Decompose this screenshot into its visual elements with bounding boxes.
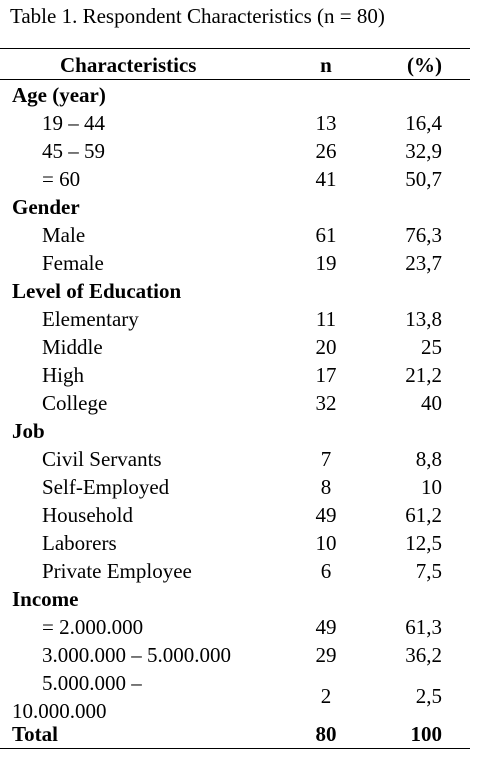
header-characteristics: Characteristics [60,53,197,77]
row-label: Male [42,223,86,247]
row-n: 8 [320,475,332,499]
row-n: 49 [315,615,337,639]
table-group-row [0,585,470,613]
total-label: Total [12,722,58,746]
row-percent: 76,3 [405,223,442,247]
table-group-row [0,417,470,445]
table-row [0,361,470,389]
row-percent: 7,5 [415,559,442,583]
row-label: College [42,391,108,415]
row-percent: 8,8 [415,447,442,471]
row-label: Civil Servants [42,447,162,471]
table-group-row [0,193,470,221]
row-n: 19 [315,251,337,275]
row-n: 49 [315,503,337,527]
row-percent: 16,4 [405,111,442,135]
row-percent: 40 [421,391,442,415]
table-row [0,529,470,557]
header-percent: (%) [407,53,442,77]
row-label: Middle [42,335,103,359]
row-n: 13 [315,111,337,135]
group-label: Income [12,587,79,611]
row-percent: 61,2 [405,503,442,527]
table-row [0,445,470,473]
table-row [0,669,470,725]
row-label: Household [42,503,133,527]
table-bottom-rule [0,748,470,749]
table-row [0,501,470,529]
row-n: 32 [315,391,337,415]
table-header-row [0,51,470,79]
row-n: 29 [315,643,337,667]
row-percent: 23,7 [405,251,442,275]
table-row [0,613,470,641]
row-n: 6 [320,559,332,583]
group-label: Level of Education [12,279,182,303]
row-label: Self-Employed [42,475,170,499]
total-n: 80 [315,722,337,746]
row-label: Elementary [42,307,139,331]
row-label: 19 – 44 [42,111,105,135]
row-percent: 50,7 [405,167,442,191]
row-percent: 61,3 [405,615,442,639]
row-label: Laborers [42,531,117,555]
row-label: Private Employee [42,559,192,583]
table-row [0,165,470,193]
row-percent: 21,2 [405,363,442,387]
row-label: = 60 [42,167,81,191]
row-percent: 10 [421,475,442,499]
row-label-line-1: 5.000.000 – [42,671,142,695]
table-row [0,389,470,417]
group-label: Age (year) [12,83,106,107]
table-total-row [0,720,470,748]
row-label: 45 – 59 [42,139,105,163]
table-row [0,305,470,333]
row-n: 17 [315,363,337,387]
table-top-rule [0,48,470,49]
row-n: 11 [315,307,337,331]
row-label: Female [42,251,104,275]
table-group-row [0,81,470,109]
table-row [0,221,470,249]
row-n: 10 [315,531,337,555]
row-percent: 36,2 [405,643,442,667]
table-row [0,641,470,669]
table-row [0,137,470,165]
table-group-row [0,277,470,305]
row-label: = 2.000.000 [42,615,144,639]
table-row [0,333,470,361]
group-label: Gender [12,195,80,219]
row-n: 26 [315,139,337,163]
row-percent: 25 [421,335,442,359]
row-percent: 12,5 [405,531,442,555]
row-percent: 2,5 [415,684,442,708]
row-n: 20 [315,335,337,359]
group-label: Job [12,419,45,443]
row-n: 7 [320,447,332,471]
header-n: n [320,53,332,77]
row-n: 2 [320,684,332,708]
table-header-rule [0,79,470,80]
table-row [0,109,470,137]
table-caption: Table 1. Respondent Characteristics (n = 80) [10,4,385,28]
row-label-line-2: 10.000.000 [12,699,107,723]
total-percent: 100 [410,722,442,746]
table-row [0,249,470,277]
table-row [0,557,470,585]
row-percent: 13,8 [405,307,442,331]
row-label: 3.000.000 – 5.000.000 [42,643,231,667]
row-n: 61 [315,223,337,247]
table-row [0,473,470,501]
row-label [12,669,142,725]
row-label: High [42,363,84,387]
row-n: 41 [315,167,337,191]
row-percent: 32,9 [405,139,442,163]
